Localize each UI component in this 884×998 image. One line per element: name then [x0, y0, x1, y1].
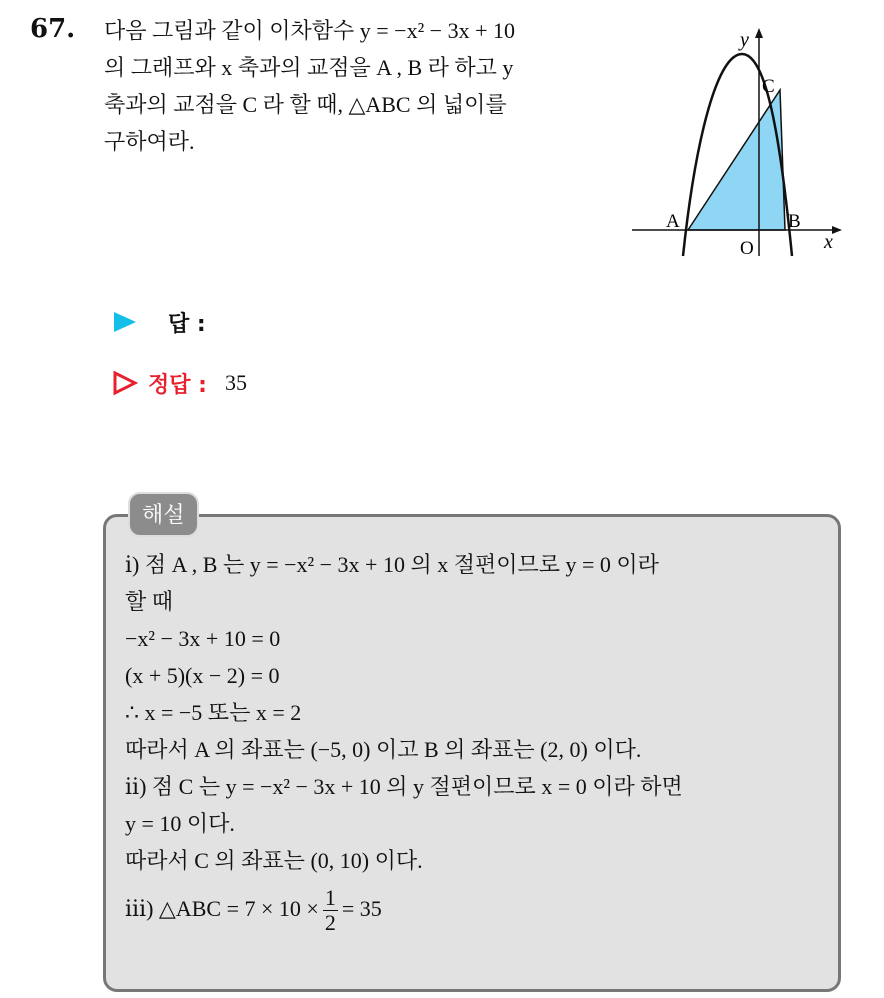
solution-line: ∴ x = −5 또는 x = 2 — [125, 700, 302, 725]
triangle-abc — [688, 90, 785, 230]
solution-line: (x + 5)(x − 2) = 0 — [125, 663, 280, 688]
correct-answer-value: 35 — [224, 370, 247, 395]
solution-line: 할 때 — [125, 589, 174, 614]
solution-line: y = 10 이다. — [125, 811, 235, 836]
solution-text — [125, 546, 835, 939]
problem-line: 축과의 교점을 C 라 할 때, △ABC 의 넓이를 — [104, 92, 507, 117]
solution-line: ⅱ) 점 C 는 y = −x² − 3x + 10 의 y 절편이므로 x = 0 이라 하면 — [125, 774, 683, 799]
fraction-denominator: 2 — [324, 910, 336, 936]
problem-line: 다음 그림과 같이 이차함수 y = −x² − 3x + 10 — [104, 18, 515, 43]
correct-answer-label: 정답 : — [148, 372, 207, 398]
solution-line: 따라서 C 의 좌표는 (0, 10) 이다. — [125, 848, 423, 873]
problem-number: 67. — [30, 14, 76, 44]
problem-text — [104, 12, 614, 160]
point-c-label: C — [762, 76, 775, 97]
solution-line: 따라서 A 의 좌표는 (−5, 0) 이고 B 의 좌표는 (2, 0) 이다. — [125, 737, 642, 762]
fraction-one-half — [323, 886, 338, 935]
problem-line: 구하여라. — [104, 129, 195, 154]
fraction-numerator: 1 — [324, 885, 336, 911]
y-axis-label: y — [740, 29, 749, 51]
solution-area-result: = 35 — [341, 896, 382, 921]
origin-label: O — [740, 238, 754, 259]
triangle-outline-icon — [112, 370, 138, 396]
answer-row — [112, 306, 206, 338]
parabola-graph — [628, 24, 854, 264]
x-axis-arrow-icon — [832, 226, 842, 234]
answer-label: 답 : — [168, 311, 206, 337]
solution-tag: 해설 — [128, 492, 199, 537]
solution-line: −x² − 3x + 10 = 0 — [125, 626, 281, 651]
x-axis-label: x — [824, 231, 833, 253]
solution-final-line — [125, 879, 835, 939]
solution-area-expression: ⅲ) △ABC = 7 × 10 × — [125, 896, 319, 921]
point-b-label: B — [788, 211, 801, 232]
triangle-play-icon — [112, 310, 138, 334]
point-a-label: A — [666, 211, 680, 232]
correct-answer-row — [112, 366, 247, 400]
y-axis-arrow-icon — [755, 28, 763, 38]
problem-line: 의 그래프와 x 축과의 교점을 A , B 라 하고 y — [104, 55, 514, 80]
solution-line: ⅰ) 점 A , B 는 y = −x² − 3x + 10 의 x 절편이므로 y = 0 이라 — [125, 552, 659, 577]
